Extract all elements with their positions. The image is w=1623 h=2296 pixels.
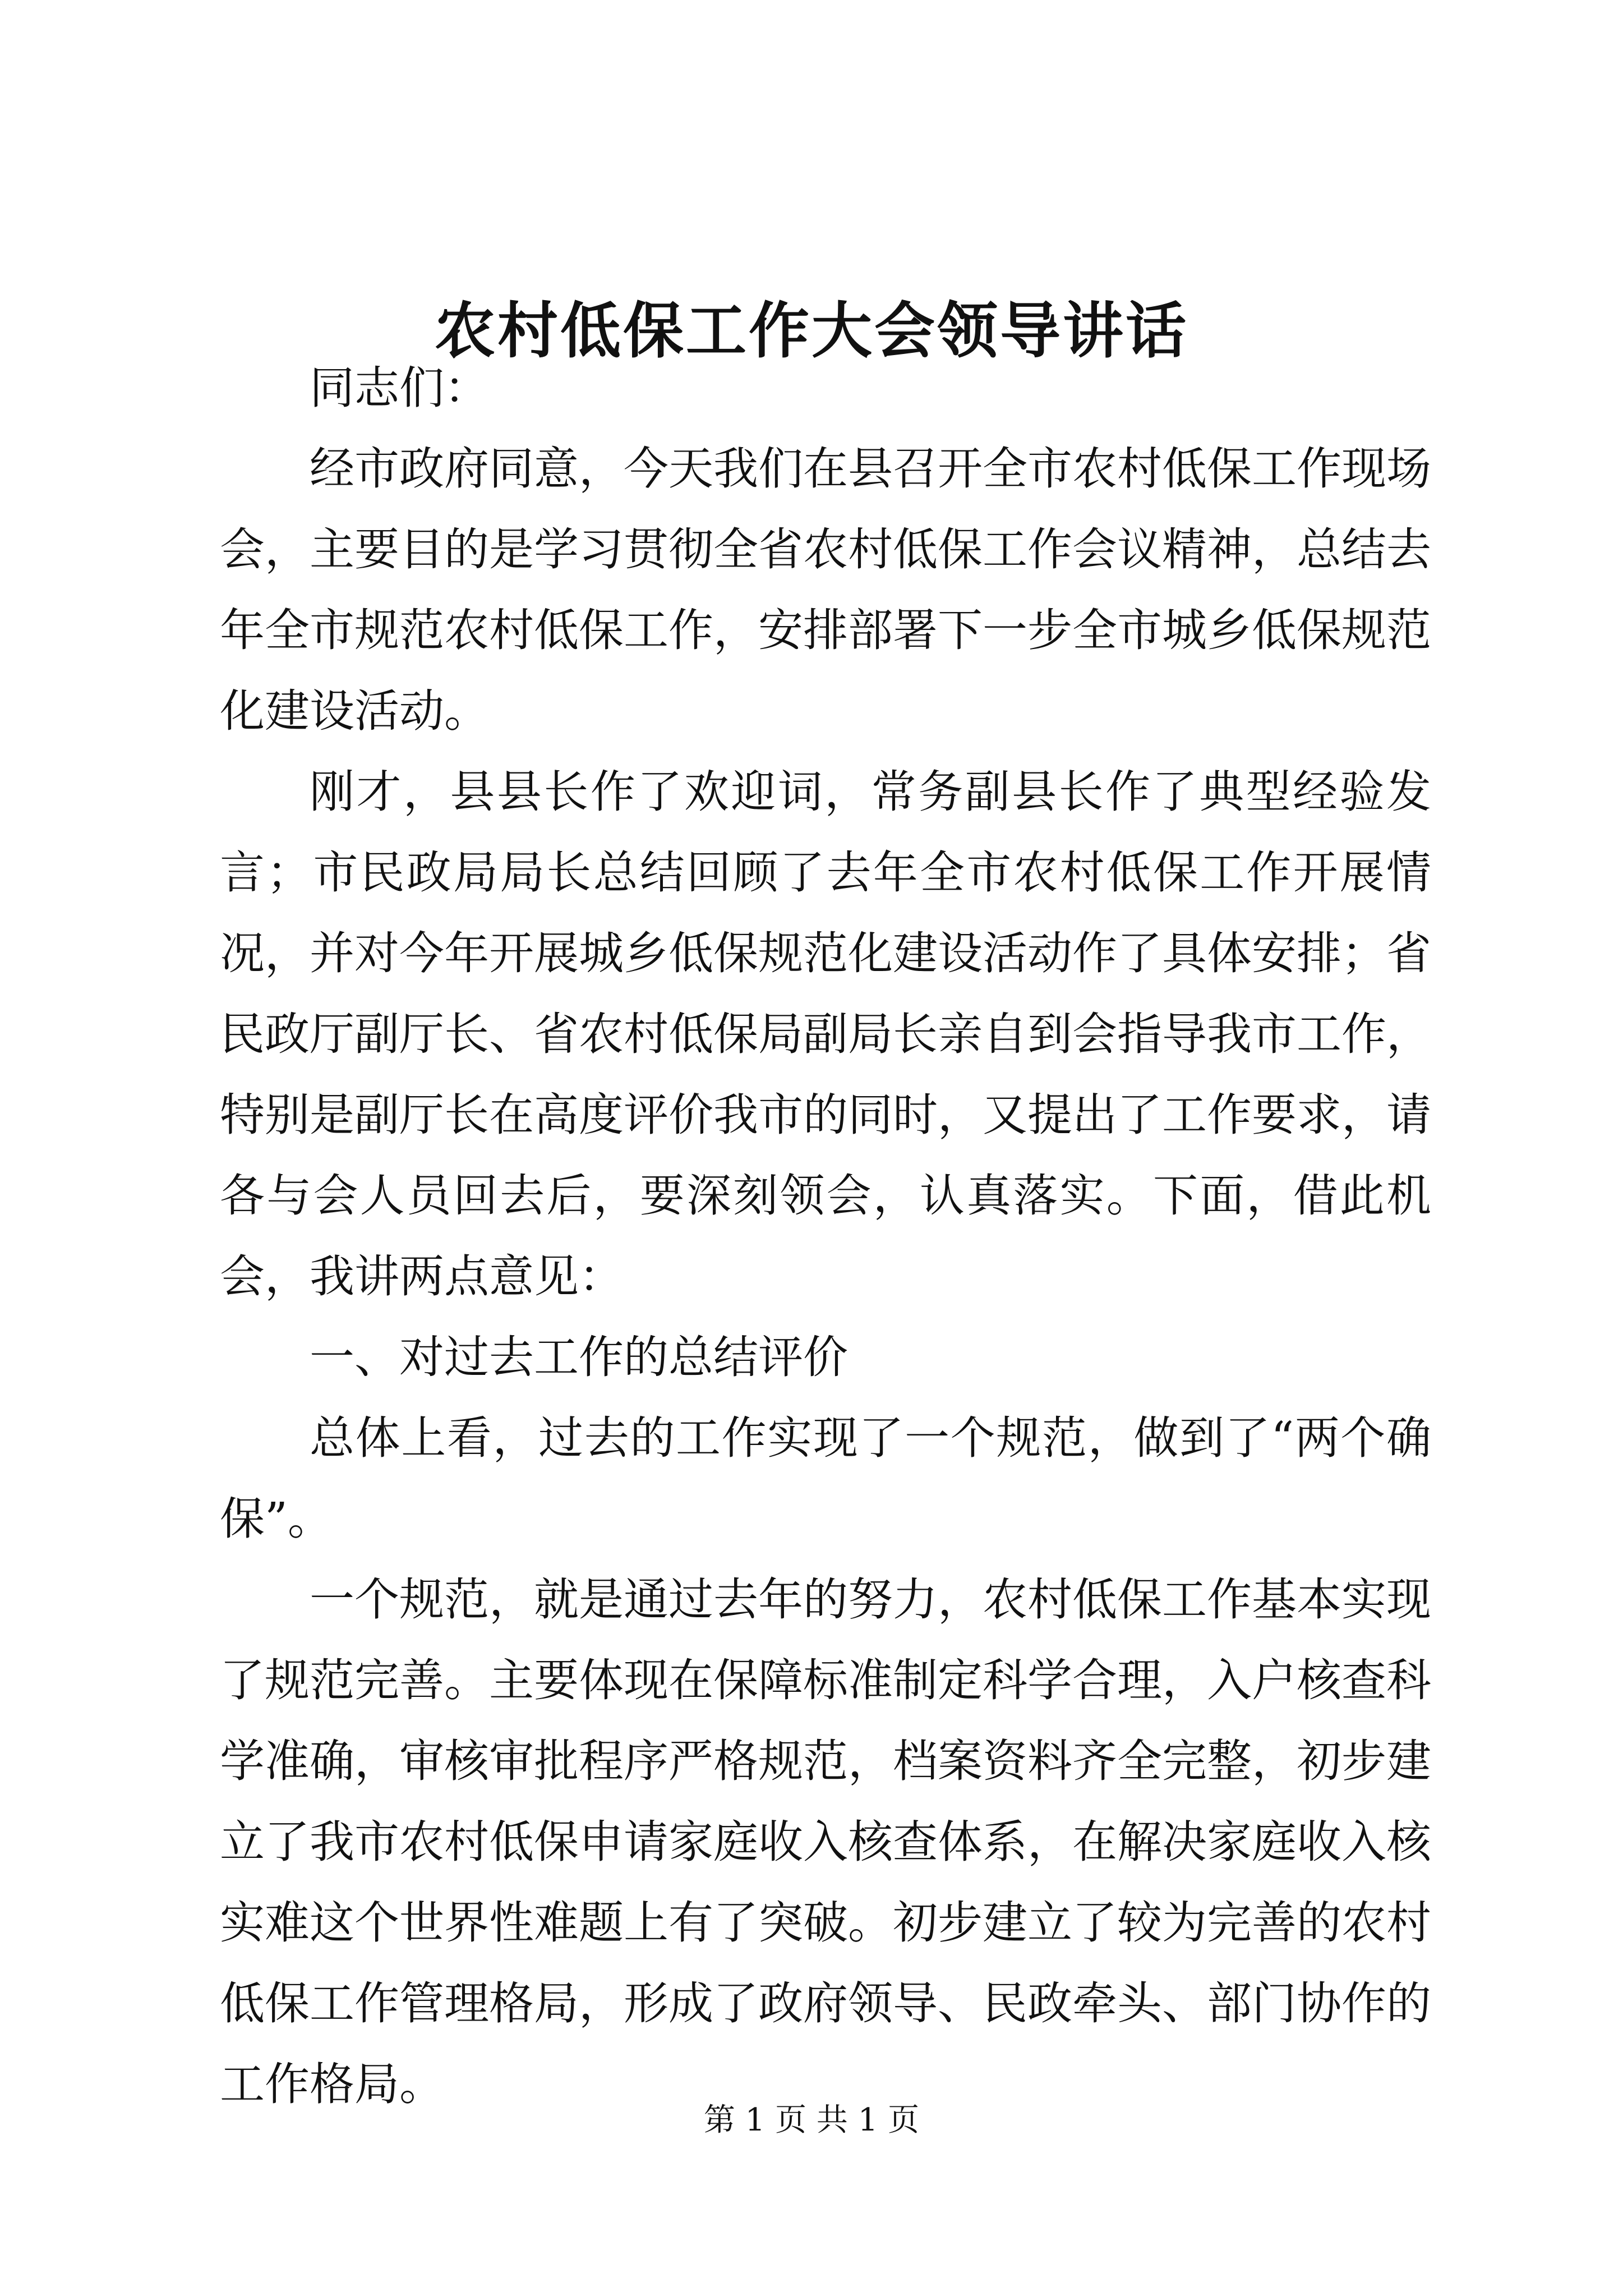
body-paragraph: 一个规范，就是通过去年的努力，农村低保工作基本实现了规范完善。主要体现在保障标准制定科学合理，入户核查科学准确，审核审批程序严格规范，档案资料齐全完整，初步建立了我市农村低保申请家庭收入核查体系，在解决家庭收入核实难这个世界性难题上有了突破。初步建立了较为完善的农村低保工作管理格局，形成了政府领导、民政牵头、部门协作的工作格局。 [220,1573,1431,2110]
body-paragraph: 刚才，县县长作了欢迎词，常务副县长作了典型经验发言；市民政局局长总结回顾了去年全市农村低保工作开展情况，并对今年开展城乡低保规范化建设活动作了具体安排；省民政厅副厅长、省农村低保局副局长亲自到会指导我市工作，特别是副厅长在高度评价我市的同时，又提出了工作要求，请各与会人员回去后，要深刻领会，认真落实。下面，借此机会，我讲两点意见： [220,766,1431,1303]
document-body [220,348,1431,2125]
salutation-paragraph: 同志们： [310,362,489,414]
page-footer: 第 1 页 共 1 页 [703,2102,920,2138]
body-paragraph: 总体上看，过去的工作实现了一个规范，做到了“两个确保”。 [220,1412,1431,1545]
document-title: 农村低保工作大会领导讲话 [434,296,1188,366]
section-heading: 一、对过去工作的总结评价 [310,1331,848,1383]
body-paragraph: 经市政府同意，今天我们在县召开全市农村低保工作现场会，主要目的是学习贯彻全省农村低保工作会议精神，总结去年全市规范农村低保工作，安排部署下一步全市城乡低保规范化建设活动。 [220,443,1431,737]
